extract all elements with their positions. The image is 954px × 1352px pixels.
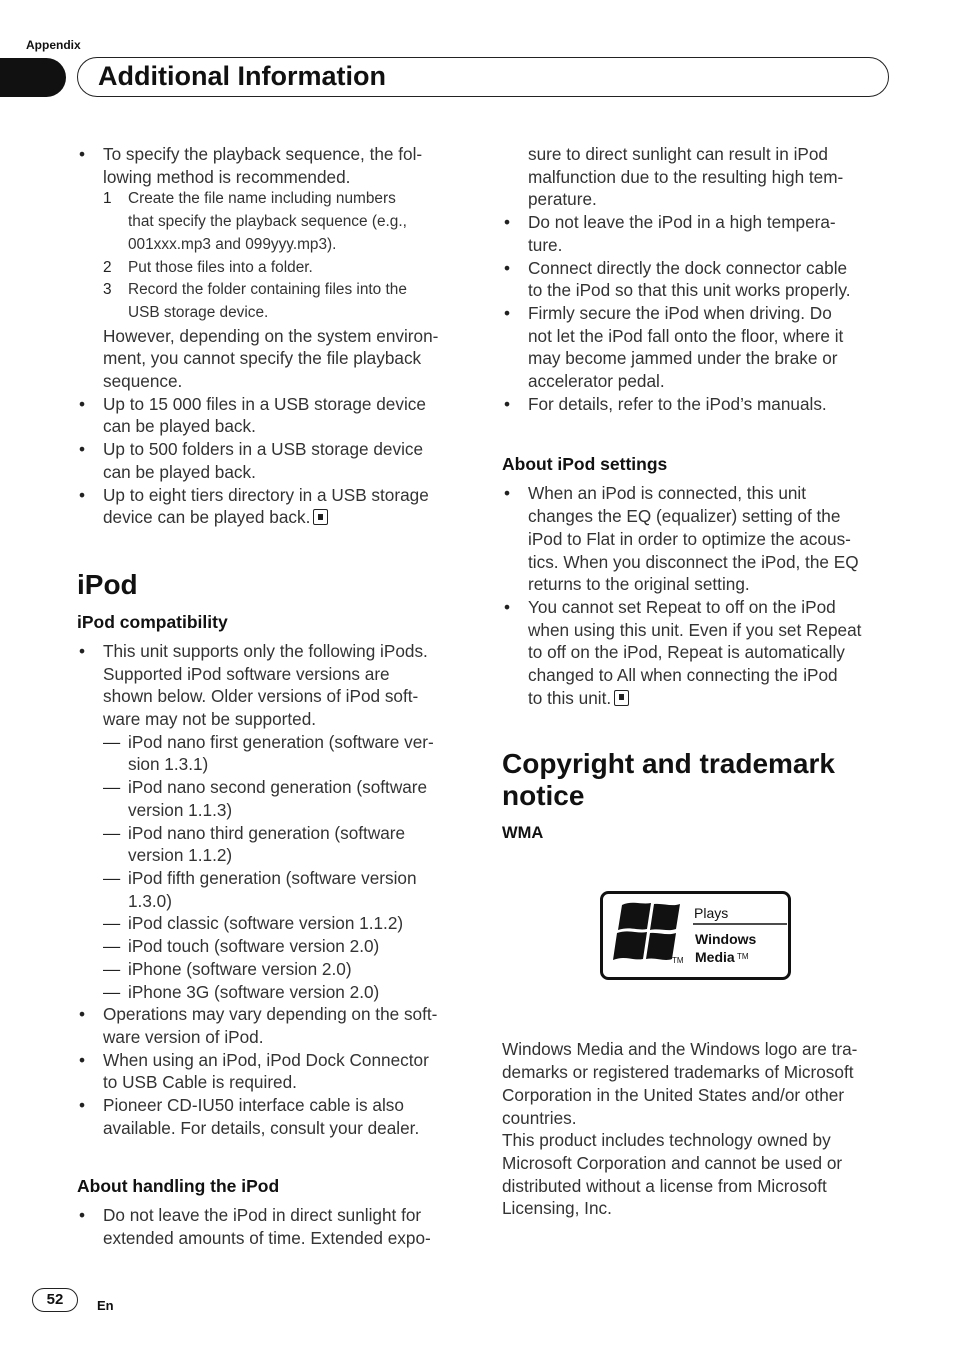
text-line: Pioneer CD-IU50 interface cable is also [103, 1095, 404, 1116]
bullet-eq-setting [502, 482, 894, 596]
model-item [77, 776, 469, 821]
text-line: iPod nano first generation (software ver- [128, 731, 434, 752]
text-line: can be played back. [103, 461, 256, 482]
bullet-dock-cable [77, 1049, 469, 1094]
bullet-playback-sequence [77, 143, 469, 188]
text-line: Do not leave the iPod in a high tempera- [528, 212, 836, 233]
text-line: When an iPod is connected, this unit [528, 483, 807, 504]
text-line [528, 687, 894, 710]
text-line: tics. When you disconnect the iPod, the EQ [528, 551, 859, 572]
text-line: This unit supports only the following iPods. [103, 640, 428, 661]
logo-plays-text: Plays [694, 905, 729, 921]
bullet-marker: • [79, 1095, 86, 1116]
dash-marker: — [103, 958, 121, 979]
text-line: extended amounts of time. Extended expo- [103, 1228, 431, 1249]
bullet-marker: • [79, 1004, 86, 1025]
text-line: Up to eight tiers directory in a USB storage [103, 484, 429, 505]
bullet-marker: • [79, 439, 86, 460]
text-line: shown below. Older versions of iPod soft- [103, 686, 419, 707]
heading-ipod-compatibility: iPod compatibility [77, 611, 228, 632]
dash-marker: — [103, 867, 121, 888]
text-line: demarks or registered trademarks of Microsoft [502, 1062, 854, 1083]
text-line: ware may not be supported. [103, 709, 317, 730]
text-line: accelerator pedal. [528, 371, 665, 392]
model-item [77, 958, 469, 981]
bullet-marker: • [79, 640, 86, 661]
playback-note [77, 325, 469, 393]
text-line [103, 506, 469, 529]
dash-marker: — [103, 731, 121, 752]
model-item [77, 935, 469, 958]
bullet-marker: • [504, 302, 511, 323]
logo-flag-tm-text: TM [672, 956, 684, 965]
header-title: Additional Information [98, 61, 386, 91]
text-line: iPod nano second generation (software [128, 777, 428, 798]
bullet-connect-cable [502, 257, 894, 302]
step-3 [77, 279, 469, 324]
bullet-marker: • [79, 1205, 86, 1226]
text-line-content: device can be played back. [103, 507, 311, 528]
step-number: 3 [103, 281, 112, 299]
bullet-ipod-manuals [502, 393, 894, 416]
bullet-marker: • [504, 483, 511, 504]
text-line: Up to 500 folders in a USB storage device [103, 439, 424, 460]
bullet-marker: • [79, 144, 86, 164]
logo-media-text: Media [695, 949, 735, 965]
text-line: countries. [502, 1107, 577, 1128]
text-line: lowing method is recommended. [103, 166, 351, 187]
bullet-repeat-setting [502, 596, 894, 710]
heading-copyright-line: notice [502, 780, 585, 812]
text-line: USB storage device. [128, 303, 269, 321]
text-line: iPod classic (software version 1.1.2) [128, 913, 404, 934]
step-number: 1 [103, 190, 112, 208]
text-line: to off on the iPod, Repeat is automatically [528, 642, 845, 663]
bullet-marker: • [79, 1049, 86, 1070]
page-number: 52 [32, 1288, 78, 1312]
text-line: may become jammed under the brake or [528, 348, 838, 369]
logo-windows-text: Windows [695, 931, 757, 947]
text-line: returns to the original setting. [528, 574, 750, 595]
text-line: not let the iPod fall onto the floor, where it [528, 325, 844, 346]
text-line: iPod nano third generation (software [128, 822, 406, 843]
text-line: version 1.1.2) [128, 845, 233, 866]
step-1 [77, 188, 469, 256]
end-mark-icon [614, 690, 629, 706]
bullet-secure-ipod [502, 302, 894, 393]
text-line: to USB Cable is required. [103, 1072, 297, 1093]
text-line: Do not leave the iPod in direct sunlight for [103, 1205, 422, 1226]
text-line: iPod fifth generation (software version [128, 867, 417, 888]
header-tab [0, 58, 66, 97]
text-line: when using this unit. Even if you set Repeat [528, 619, 862, 640]
end-mark-icon [313, 509, 328, 525]
bullet-usb-folders [77, 438, 469, 483]
heading-copyright-line: Copyright and trademark [502, 748, 835, 780]
text-line: Put those files into a folder. [128, 258, 313, 276]
text-line: perature. [528, 189, 597, 210]
text-line: Up to 15 000 files in a USB storage device [103, 393, 426, 414]
model-item [77, 912, 469, 935]
text-line: iPod touch (software version 2.0) [128, 936, 380, 957]
bullet-interface-cable [77, 1094, 469, 1139]
text-line: iPod to Flat in order to optimize the acous- [528, 528, 851, 549]
text-line: Connect directly the dock connector cable [528, 257, 848, 278]
text-line: Windows Media and the Windows logo are tra- [502, 1039, 858, 1060]
text-line: to the iPod so that this unit works properly. [528, 280, 851, 301]
text-line: iPhone 3G (software version 2.0) [128, 981, 380, 1002]
text-line: ture. [528, 234, 563, 255]
dash-marker: — [103, 936, 121, 957]
heading-copyright [502, 748, 894, 812]
trademark-notice [502, 1038, 894, 1220]
bullet-marker: • [504, 596, 511, 617]
text-line: To specify the playback sequence, the fol- [103, 144, 423, 164]
model-item [77, 822, 469, 867]
text-line: ware version of iPod. [103, 1026, 264, 1047]
bullet-operations-vary [77, 1003, 469, 1048]
logo-tm-text: TM [737, 952, 749, 961]
text-line: malfunction due to the resulting high tem- [528, 166, 844, 187]
bullet-marker: • [504, 257, 511, 278]
bullet-usb-tiers [77, 484, 469, 529]
text-line: Operations may vary depending on the soft- [103, 1004, 438, 1025]
windows-media-logo-icon [600, 891, 791, 980]
text-line: iPhone (software version 2.0) [128, 958, 352, 979]
model-item [77, 981, 469, 1004]
dash-marker: — [103, 822, 121, 843]
bullet-marker: • [79, 393, 86, 414]
bullet-marker: • [504, 393, 511, 414]
text-line: When using an iPod, iPod Dock Connector [103, 1049, 429, 1070]
text-line: Firmly secure the iPod when driving. Do [528, 302, 832, 323]
section-tag: Appendix [26, 38, 81, 52]
text-line: Record the folder containing files into the [128, 281, 407, 299]
text-line: This product includes technology owned by [502, 1130, 831, 1151]
text-line: sure to direct sunlight can result in iPod [528, 144, 828, 164]
bullet-marker: • [504, 212, 511, 233]
text-line: Microsoft Corporation and cannot be used or [502, 1152, 843, 1173]
text-line: You cannot set Repeat to off on the iPod [528, 596, 836, 617]
text-line-content: to this unit. [528, 687, 612, 708]
text-line: 001xxx.mp3 and 099yyy.mp3). [128, 235, 337, 253]
dash-marker: — [103, 777, 121, 798]
bullet-high-temperature [502, 211, 894, 256]
text-line: However, depending on the system environ- [103, 325, 439, 346]
text-line: ment, you cannot specify the file playback [103, 348, 422, 369]
text-line: changed to All when connecting the iPod [528, 665, 838, 686]
text-line: Corporation in the United States and/or other [502, 1084, 845, 1105]
step-2 [77, 257, 469, 280]
bullet-marker: • [79, 484, 86, 505]
dash-marker: — [103, 981, 121, 1002]
language-code: En [97, 1298, 114, 1313]
bullet-direct-sunlight [77, 1204, 469, 1249]
text-line: 1.3.0) [128, 890, 172, 911]
dash-marker: — [103, 913, 121, 934]
text-line: Create the file name including numbers [128, 190, 396, 208]
left-column [77, 143, 469, 1250]
text-line: Licensing, Inc. [502, 1198, 612, 1219]
heading-about-ipod-settings: About iPod settings [502, 454, 668, 475]
text-line: that specify the playback sequence (e.g., [128, 213, 407, 231]
text-line: sion 1.3.1) [128, 754, 209, 775]
sunlight-continuation [502, 143, 894, 211]
bullet-compat-intro [77, 640, 469, 731]
text-line: changes the EQ (equalizer) setting of the [528, 506, 841, 527]
heading-about-handling: About handling the iPod [77, 1176, 280, 1197]
heading-ipod: iPod [77, 568, 138, 600]
text-line: available. For details, consult your dealer. [103, 1117, 420, 1138]
text-line: can be played back. [103, 416, 256, 437]
heading-wma: WMA [502, 824, 544, 843]
step-number: 2 [103, 258, 112, 276]
text-line: version 1.1.3) [128, 799, 233, 820]
text-line: distributed without a license from Microsoft [502, 1175, 827, 1196]
text-line: For details, refer to the iPod’s manuals. [528, 393, 827, 414]
model-item [77, 731, 469, 776]
right-column [502, 143, 894, 1220]
text-line: sequence. [103, 371, 183, 392]
model-item [77, 867, 469, 912]
bullet-usb-files [77, 393, 469, 438]
text-line: Supported iPod software versions are [103, 663, 390, 684]
